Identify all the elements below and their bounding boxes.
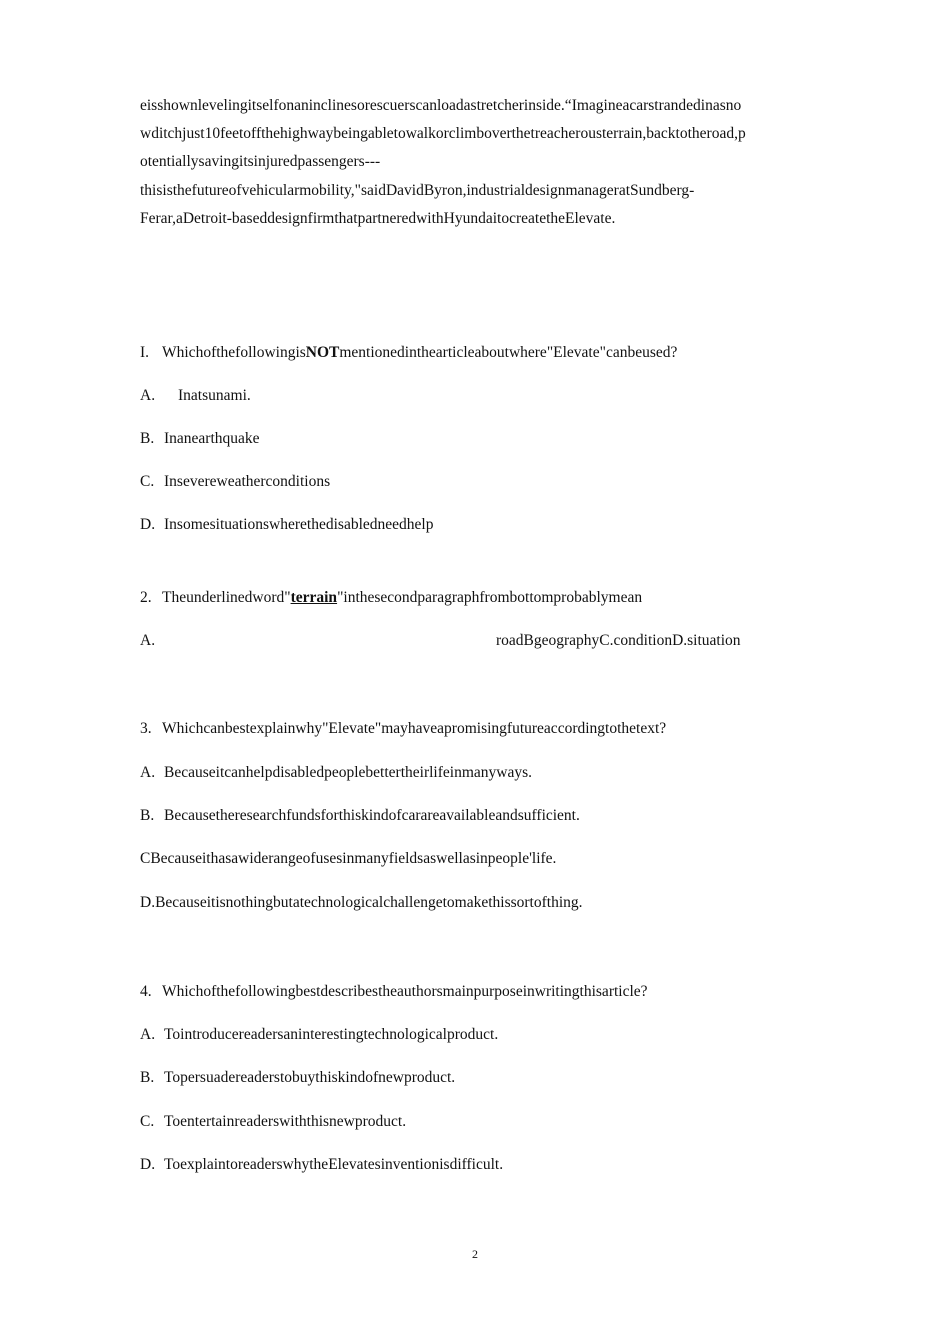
stem-text: Whichofthefollowingis: [162, 344, 306, 361]
question-2-option-a-letter: A.: [140, 632, 156, 649]
stem-text: "inthesecondparagraphfrombottomprobablymean: [337, 589, 643, 606]
question-1-option-a: [140, 386, 251, 406]
question-3-option-b: [140, 806, 580, 826]
stem-text: mentionedinthearticleaboutwhere"Elevate"canbeused?: [339, 344, 678, 361]
question-3-option-c: CBecauseithasawiderangeofusesinmanyfieldsaswellasinpeople'life.: [140, 850, 557, 867]
question-3-option-a: [140, 763, 532, 783]
option-text: Insevereweatherconditions: [164, 473, 331, 490]
question-4-option-c: [140, 1112, 406, 1132]
question-number: 4.: [140, 983, 152, 1000]
question-1-stem: [140, 343, 677, 363]
passage-line: thisisthefutureofvehicularmobility,"saidDavidByron,industrialdesignmanageratSundberg-: [140, 182, 695, 199]
option-text: Inanearthquake: [164, 430, 260, 447]
underlined-word: terrain: [290, 589, 338, 606]
stem-emphasis: NOT: [305, 344, 340, 361]
option-text: Becauseitcanhelpdisabledpeoplebettertheirlifeinmanyways.: [164, 764, 532, 781]
option-letter: A.: [140, 387, 156, 404]
passage-line: eisshownlevelingitselfonaninclinesorescuerscanloadastretcherinside.“Imagineacarstrandedinasno: [140, 97, 742, 114]
stem-text: Theunderlinedword": [162, 589, 291, 606]
passage-line: otentiallysavingitsinjuredpassengers---: [140, 153, 381, 170]
passage-line: wditchjust10feetoffthehighwaybeingabletowalkorclimboverthetreacherousterrain,backtotheroad,p: [140, 125, 746, 142]
page-number: 2: [472, 1247, 478, 1261]
option-text: ToexplaintoreaderswhytheElevatesinventionisdifficult.: [164, 1156, 504, 1173]
question-2-stem: [140, 588, 642, 608]
question-number: 2.: [140, 589, 152, 606]
question-1-option-b: [140, 429, 260, 449]
stem-text: Whichcanbestexplainwhy"Elevate"mayhaveapromisingfutureaccordingtothetext?: [162, 720, 667, 737]
option-letter: C.: [140, 1113, 155, 1130]
option-letter: A.: [140, 764, 156, 781]
question-4-option-a: [140, 1025, 498, 1045]
option-letter: C.: [140, 473, 155, 490]
question-2-options: roadBgeographyC.conditionD.situation: [496, 632, 741, 649]
option-letter: B.: [140, 430, 155, 447]
option-letter: D.: [140, 516, 156, 533]
option-text: Becausetheresearchfundsforthiskindofcarareavailableandsufficient.: [164, 807, 580, 824]
question-1-option-d: [140, 515, 433, 535]
question-3-option-d: D.Becauseitisnothingbutatechnologicalchallengetomakethissortofthing.: [140, 894, 583, 911]
passage-line: Ferar,aDetroit-baseddesignfirmthatpartneredwithHyundaitocreatetheElevate.: [140, 210, 616, 227]
option-text: Toentertainreaderswiththisnewproduct.: [164, 1113, 407, 1130]
option-text: Tointroducereadersaninterestingtechnologicalproduct.: [164, 1026, 499, 1043]
question-number: 3.: [140, 720, 152, 737]
option-text: Inatsunami.: [178, 387, 251, 404]
question-3-stem: [140, 719, 666, 739]
question-1-option-c: [140, 472, 330, 492]
option-text: Topersuadereaderstobuythiskindofnewproduct.: [164, 1069, 456, 1086]
question-4-stem: [140, 982, 648, 1002]
option-letter: B.: [140, 1069, 155, 1086]
question-4-option-b: [140, 1068, 455, 1088]
question-number: I.: [140, 344, 150, 361]
option-letter: A.: [140, 1026, 156, 1043]
option-letter: B.: [140, 807, 155, 824]
question-4-option-d: [140, 1155, 503, 1175]
option-text: Insomesituationswherethedisabledneedhelp: [164, 516, 434, 533]
stem-text: Whichofthefollowingbestdescribestheauthorsmainpurposeinwritingthisarticle?: [162, 983, 648, 1000]
option-letter: D.: [140, 1156, 156, 1173]
